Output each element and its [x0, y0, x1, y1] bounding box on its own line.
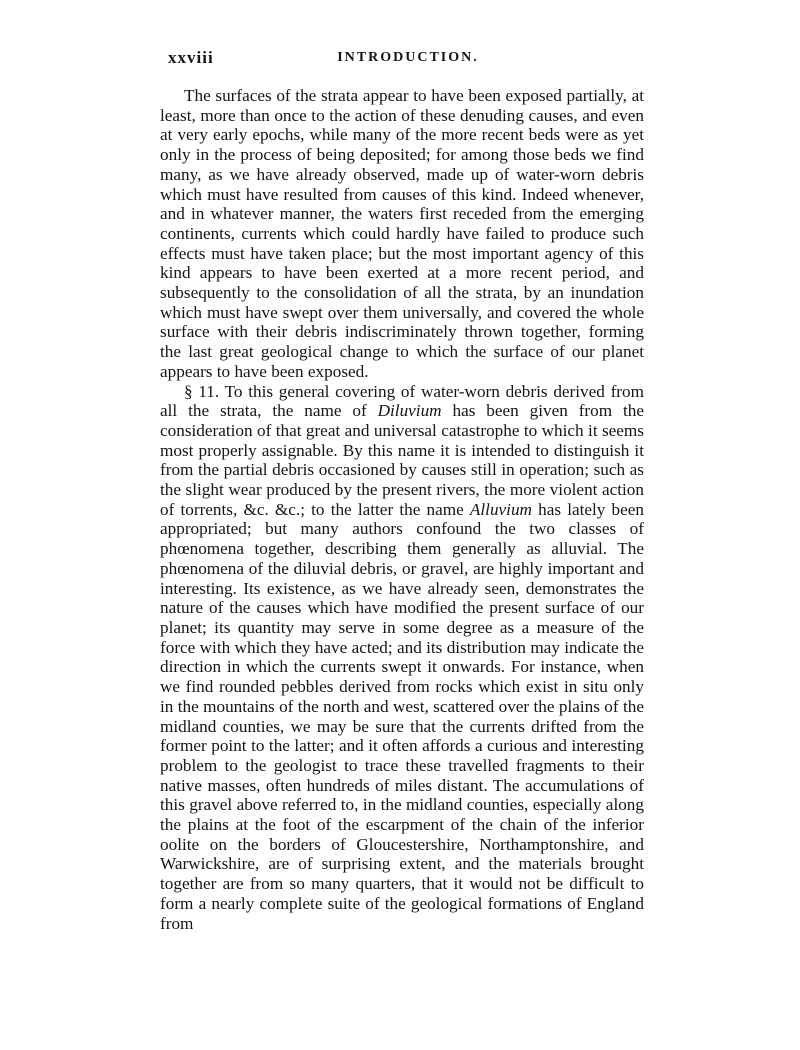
term-diluvium: Diluvium	[377, 401, 442, 421]
body-text	[160, 86, 644, 933]
paragraph-text-segment: § 11. To this general covering of water-worn debris derived from all the strata, the name of	[160, 381, 644, 421]
paragraph-denuding-causes: The surfaces of the strata appear to have been exposed partially, at least, more than once to the action of these denuding causes, and even at very early epochs, while many of the more recent beds were as yet only in the process of being deposited; for among those beds we find many, as we have already observed, made up of water-worn debris which must have resulted from causes of this kind. Indeed whenever, and in whatever manner, the waters first receded from the emerging continents, currents which could hardly have failed to produce such effects must have taken place; but the most important agency of this kind appears to have been exerted at a more recent period, and subsequently to the consolidation of all the strata, by an inundation which must have swept over them universally, and covered the whole surface with their debris indiscriminately thrown together, forming the last great geological change to which the surface of our planet appears to have been exposed.	[160, 86, 644, 381]
term-alluvium: Alluvium	[469, 499, 532, 519]
running-title: INTRODUCTION.	[337, 50, 479, 65]
paragraph-section-11	[160, 382, 644, 934]
running-head	[168, 48, 648, 72]
paragraph-text-segment: has been given from the consideration of that great and universal catastrophe to which it seems most properly assignable. By this name it is intended to distinguish it from the partial debris occasioned by causes still in operation; such as the slight wear produced by the present rivers, the more violent action of torrents, &c. &c.; to the latter the name	[160, 401, 645, 519]
page-number: xxviii	[168, 48, 214, 67]
paragraph-text-segment: has lately been appropriated; but many authors confound the two classes of phœnomena together, describing them generally as alluvial. The phœnomena of the diluvial debris, or gravel, are highly important and interesting. Its existence, as we have already seen, demonstrates the nature of the causes which have modified the present surface of our planet; its quantity may serve in some degree as a measure of the force with which they have acted; and its distribution may indicate the direction in which the currents swept it onwards. For instance, when we find rounded pebbles derived from rocks which exist in situ only in the mountains of the north and west, scattered over the plains of the midland counties, we may be sure that the currents drifted from the former point to the latter; and it often affords a curious and interesting problem to the geologist to trace these travelled fragments to their native masses, often hundreds of miles distant. The accumulations of this gravel above referred to, in the midland counties, especially along the plains at the foot of the escarpment of the chain of the inferior oolite on the borders of Gloucestershire, Northamptonshire, and Warwickshire, are of surprising extent, and the materials brought together are from so many quarters, that it would not be difficult to form a nearly complete suite of the geological formations of England from	[160, 499, 644, 933]
